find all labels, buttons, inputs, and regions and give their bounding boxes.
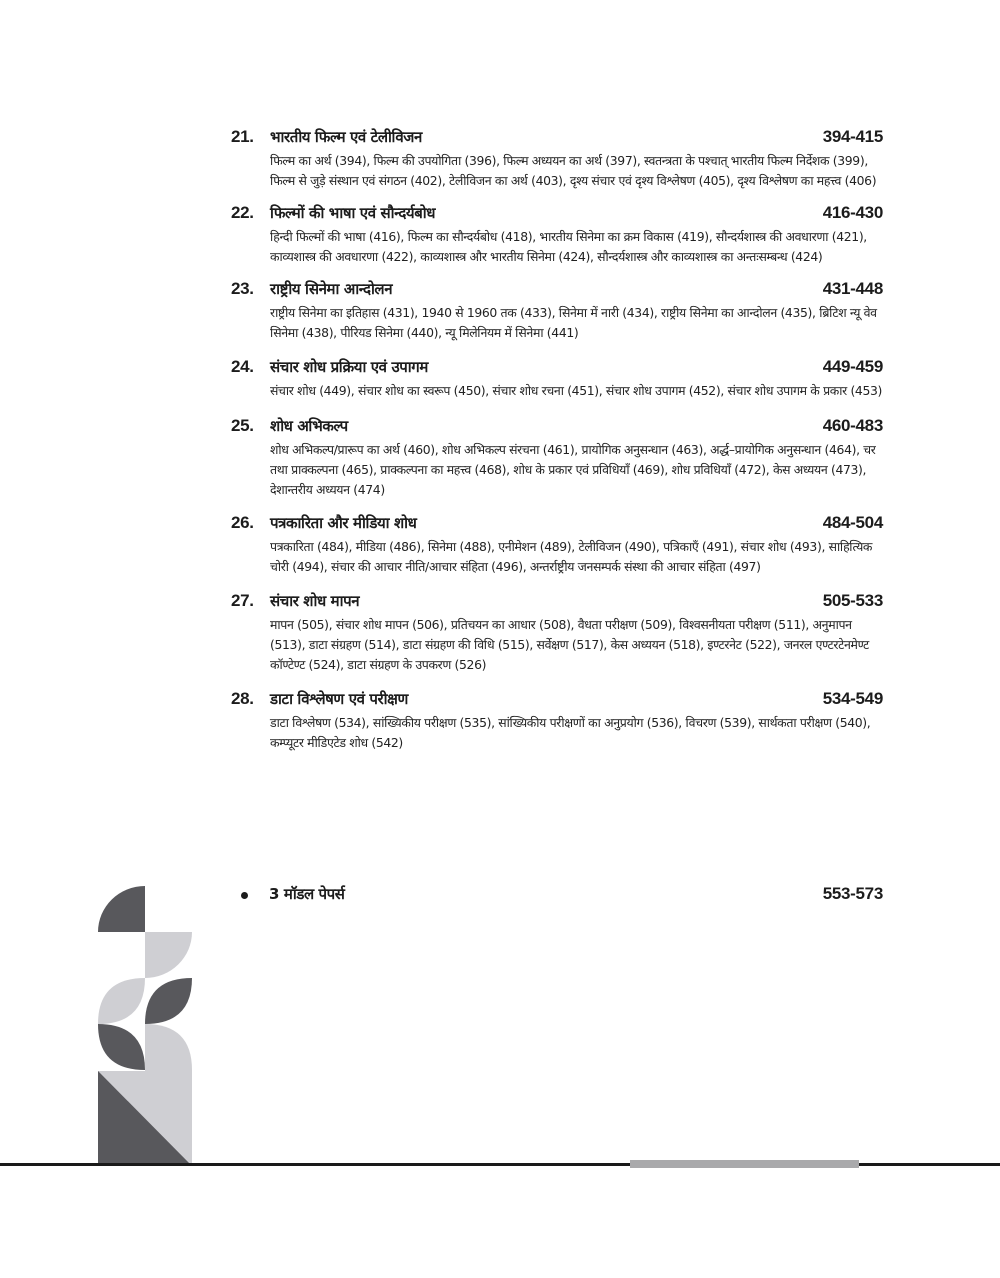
chapter-number: 26. xyxy=(231,513,254,532)
toc-entry-27 xyxy=(231,591,883,675)
chapter-title: पत्रकारिता और मीडिया शोध xyxy=(270,514,417,532)
page-range: 460-483 xyxy=(822,416,883,435)
toc-entry-22 xyxy=(231,203,883,267)
page-range: 416-430 xyxy=(822,203,883,222)
chapter-topics: पत्रकारिता (484), मीडिया (486), सिनेमा (488), एनीमेशन (489), टेलीविजन (490), पत्रिकाएँ (491), संचार शोध (493), साहित्यिक चोरी (494), संचार की आचार नीति/आचार संहिता (496), अन्तर्राष्ट्रीय जनसम्पर्क संस्था की आचार संहिता (497) xyxy=(270,539,873,574)
model-papers-title: 3 मॉडल पेपर्स xyxy=(269,885,345,903)
chapter-number: 28. xyxy=(231,689,254,708)
toc-entry-24 xyxy=(231,357,883,401)
chapter-topics: राष्ट्रीय सिनेमा का इतिहास (431), 1940 से 1960 तक (433), सिनेमा में नारी (434), राष्ट्रीय सिनेमा का आन्दोलन (435), ब्रिटिश न्यू वेव सिनेमा (438), पीरियड सिनेमा (440), न्यू मिलेनियम में सिनेमा (441) xyxy=(270,305,877,340)
footer-rule-accent xyxy=(630,1160,859,1168)
chapter-number: 23. xyxy=(231,279,254,298)
toc-entry-25 xyxy=(231,416,883,500)
chapter-topics: मापन (505), संचार शोध मापन (506), प्रतिचयन का आधार (508), वैधता परीक्षण (509), विश्वसनीयता परीक्षण (511), अनुमापन (513), डाटा संग्रहण (514), डाटा संग्रहण की विधि (515), सर्वेक्षण (517), केस अध्ययन (518), इण्टरनेट (522), जनरल एण्टरटेनमेण्ट कॉण्टेण्ट (524), डाटा संग्रहण के उपकरण (526) xyxy=(270,617,869,672)
chapter-number: 27. xyxy=(231,591,254,610)
chapter-title: फिल्मों की भाषा एवं सौन्दर्यबोध xyxy=(270,204,436,222)
chapter-topics: शोध अभिकल्प/प्रारूप का अर्थ (460), शोध अभिकल्प संरचना (461), प्रायोगिक अनुसन्धान (463), अर्द्ध–प्रायोगिक अनुसन्धान (464), चर तथा प्राक्कल्पना (465), प्राक्कल्पना का महत्त्व (468), शोध के प्रकार एवं प्रविधियाँ (469), शोध प्रविधियाँ (472), केस अध्ययन (473), देशान्तरीय अध्ययन (474) xyxy=(270,442,876,497)
chapter-title: संचार शोध मापन xyxy=(270,592,360,610)
toc-entry-23 xyxy=(231,279,883,343)
page-range: 534-549 xyxy=(822,689,883,708)
page-range: 505-533 xyxy=(822,591,883,610)
chapter-topics: फिल्म का अर्थ (394), फिल्म की उपयोगिता (396), फिल्म अध्ययन का अर्थ (397), स्वतन्त्रता के पश्चात् भारतीय फिल्म निर्देशक (399), फिल्म से जुड़े संस्थान एवं संगठन (402), टेलीविजन का अर्थ (403), दृश्य संचार एवं दृश्य विश्लेषण (405), दृश्य विश्लेषण का महत्त्व (406) xyxy=(270,153,877,188)
chapter-topics: डाटा विश्लेषण (534), सांख्यिकीय परीक्षण (535), सांख्यिकीय परीक्षणों का अनुप्रयोग (536), विचरण (539), सार्थकता परीक्षण (540), कम्प्यूटर मीडिएटेड शोध (542) xyxy=(270,715,871,750)
page-range: 449-459 xyxy=(822,357,883,376)
chapter-number: 22. xyxy=(231,203,254,222)
chapter-topics: संचार शोध (449), संचार शोध का स्वरूप (450), संचार शोध रचना (451), संचार शोध उपागम (452), संचार शोध उपागम के प्रकार (453) xyxy=(270,383,883,398)
toc-entry-26 xyxy=(231,513,883,577)
chapter-topics: हिन्दी फिल्मों की भाषा (416), फिल्म का सौन्दर्यबोध (418), भारतीय सिनेमा का क्रम विकास (419), सौन्दर्यशास्त्र की अवधारणा (421), काव्यशास्त्र की अवधारणा (422), काव्यशास्त्र और भारतीय सिनेमा (424), सौन्दर्यशास्त्र और काव्यशास्त्र का अन्तःसम्बन्ध (424) xyxy=(270,229,867,264)
chapter-title: डाटा विश्लेषण एवं परीक्षण xyxy=(270,690,408,708)
table-of-contents xyxy=(231,127,883,767)
page-range: 394-415 xyxy=(822,127,883,146)
chapter-title: राष्ट्रीय सिनेमा आन्दोलन xyxy=(270,280,393,298)
page-range: 484-504 xyxy=(822,513,883,532)
page-range: 553-573 xyxy=(822,884,883,903)
chapter-title: संचार शोध प्रक्रिया एवं उपागम xyxy=(270,358,428,376)
chapter-number: 21. xyxy=(231,127,254,146)
chapter-number: 25. xyxy=(231,416,254,435)
toc-entry-28 xyxy=(231,689,883,753)
chapter-number: 24. xyxy=(231,357,254,376)
geometric-decoration-icon xyxy=(98,886,192,1166)
bullet-icon xyxy=(241,892,248,899)
toc-entry-model-papers xyxy=(231,884,883,908)
page-range: 431-448 xyxy=(822,279,883,298)
toc-entry-21 xyxy=(231,127,883,191)
chapter-title: शोध अभिकल्प xyxy=(270,417,348,435)
chapter-title: भारतीय फिल्म एवं टेलीविजन xyxy=(270,128,422,146)
